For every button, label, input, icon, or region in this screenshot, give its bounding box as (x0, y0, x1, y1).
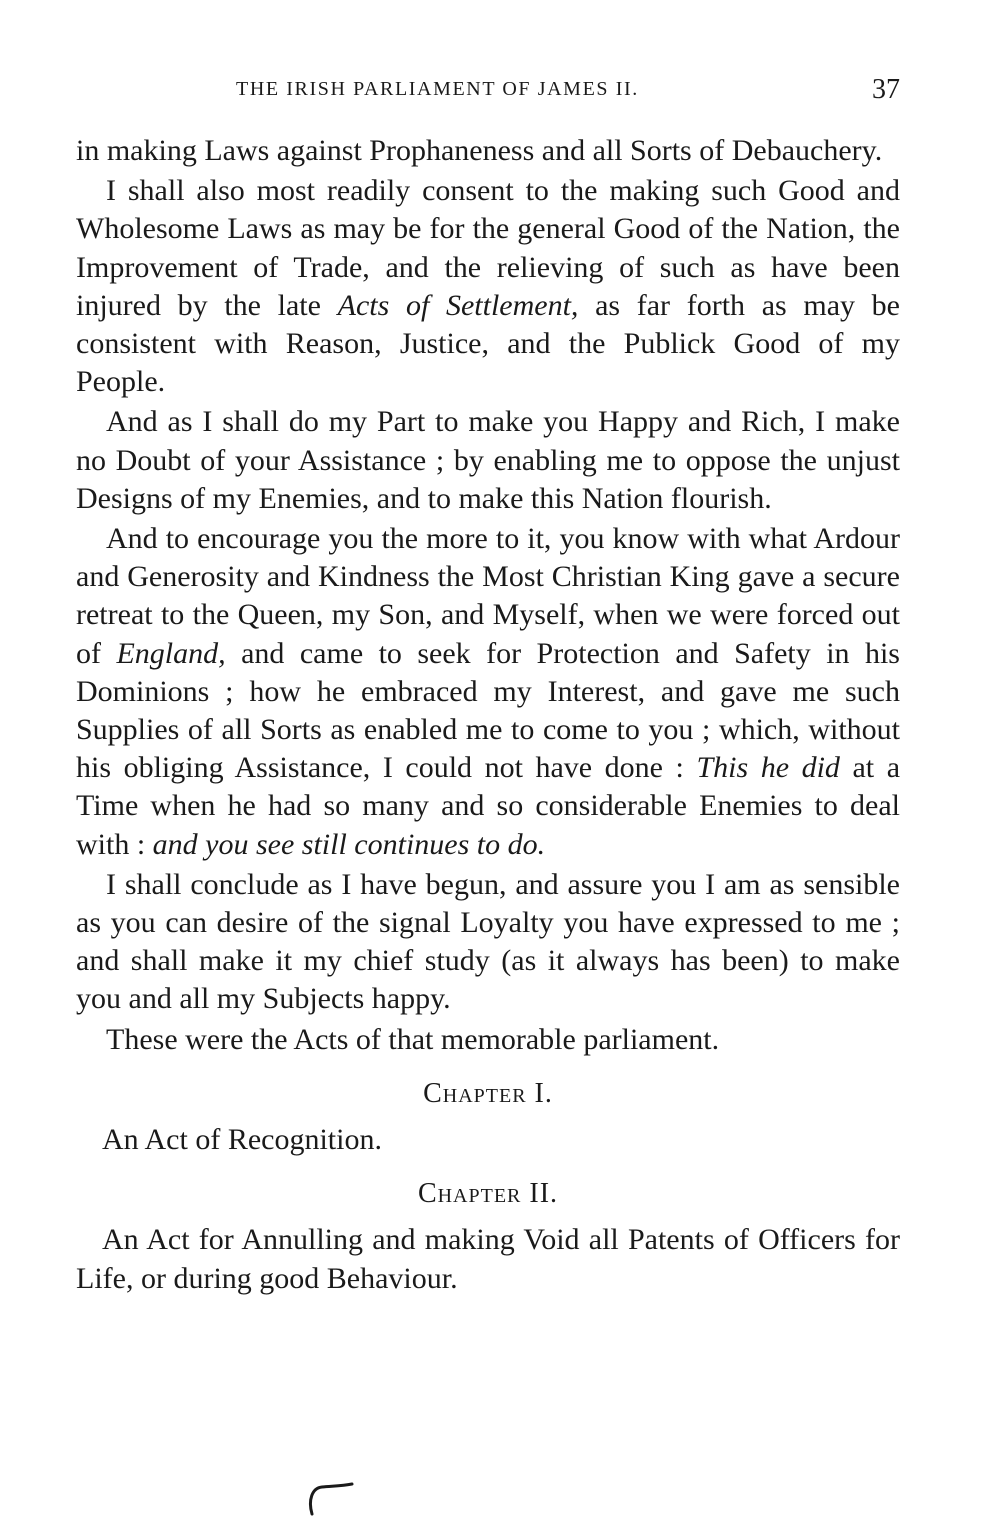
running-head (76, 72, 900, 112)
catchword-mark (302, 1478, 356, 1518)
paragraph-4-italic-1: England, (116, 636, 226, 670)
book-page (76, 72, 900, 1298)
chapter-1-text: An Act of Recognition. (102, 1123, 382, 1157)
chapter-2-heading: Chapter II. (417, 1178, 559, 1210)
paragraph-4-text-a: And to encourage you the more to it, you know with what Ardour and Generosity and Kindness the Most Christian King gave a secure retreat to the Queen, my Son, and Myself, when we were forced out of (76, 522, 900, 670)
paragraph-4-italic-3: and you see still continues to do. (152, 827, 546, 861)
running-title: THE IRISH PARLIAMENT OF JAMES II. (236, 78, 639, 100)
paragraph-6: These were the Acts of that memorable parliament. (106, 1022, 720, 1056)
paragraph-2-text-a: I shall also most readily consent to the making such Good and Wholesome Laws as may be for the general Good of the Nation, the Improvement of Trade, and the relieving of such as have been injured by the late (76, 174, 900, 322)
page-number: 37 (872, 74, 900, 105)
paragraph-2-italic: Acts of Settlement, (337, 288, 579, 322)
paragraph-2 (76, 172, 900, 401)
paragraph-5: I shall conclude as I have begun, and assure you I am as sensible as you can desire of the signal Loyalty you have expressed to me ; and shall make it my chief study (as it always has been) to make you and all my Subjects happy. (76, 867, 900, 1016)
paragraph-2-text-b: as far forth as may be consistent with Reason, Justice, and the Publick Good of my People. (76, 288, 900, 399)
paragraph-3: And as I shall do my Part to make you Happy and Rich, I make no Doubt of your Assistance ; by enabling me to oppose the unjust Designs of my Enemies, and to make this Nation flourish. (76, 405, 900, 515)
chapter-1-heading: Chapter I. (423, 1077, 553, 1109)
paragraph-1: in making Laws against Prophaneness and all Sorts of Debauchery. (76, 134, 883, 167)
paragraph-4-text-c: at a Time when he had so many and so considerable Enemies to deal with : (76, 751, 901, 861)
paragraph-4-italic-2: This he did (696, 751, 840, 785)
body-text (76, 132, 900, 1298)
paragraph-4-text-b: and came to seek for Protection and Safety in his Dominions ; how he embraced my Interest, and gave me such Supplies of all Sorts as enabled me to come to you ; which, without his obliging Assistance, I could not have done : (76, 636, 900, 785)
chapter-2-text: An Act for Annulling and making Void all Patents of Officers for Life, or during good Behaviour. (76, 1223, 900, 1295)
paragraph-4 (76, 520, 900, 864)
